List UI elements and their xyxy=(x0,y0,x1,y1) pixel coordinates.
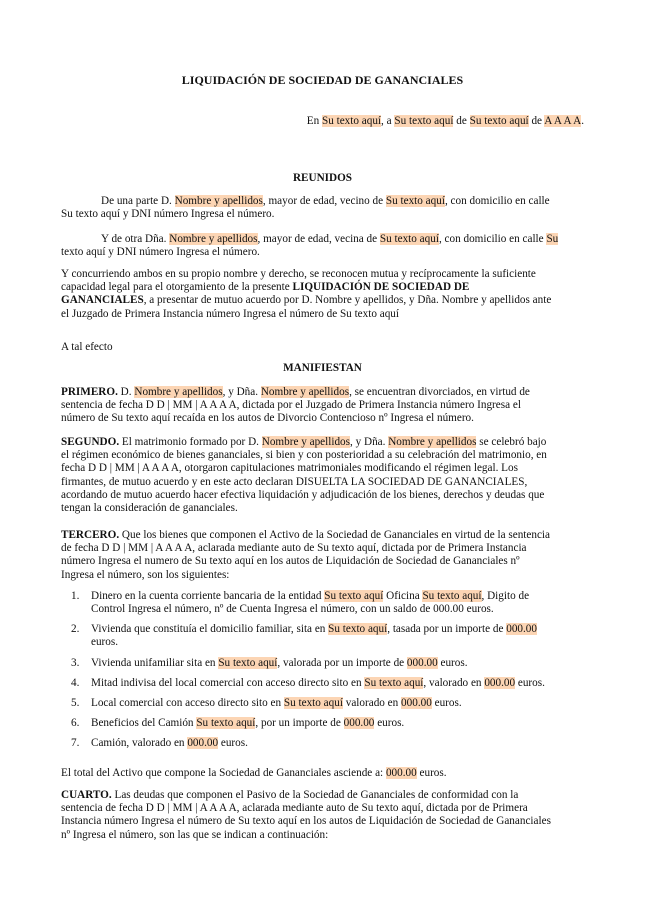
total-line: El total del Activo que compone la Sociedad de Gananciales asciende a: 000.00 euros. xyxy=(61,767,447,779)
asset3-location-field[interactable]: Su texto aquí xyxy=(218,657,278,669)
asset2-location-field[interactable]: Su texto aquí xyxy=(328,623,388,635)
asset4-location-field[interactable]: Su texto aquí xyxy=(364,677,424,689)
tal-efecto: A tal efecto xyxy=(61,341,113,353)
party2-town-field[interactable]: Su texto aquí xyxy=(379,233,439,245)
asset6-amount-field[interactable]: 000.00 xyxy=(343,717,375,729)
bank-entity-field[interactable]: Su texto aquí xyxy=(324,590,384,602)
party2-street-field[interactable]: Su xyxy=(546,233,559,245)
cuarto-paragraph: CUARTO. Las deudas que componen el Pasivo de la Sociedad de Gananciales de conformidad con la sentencia de fecha D D | MM | A A A A, aclarada mediante auto de Su texto aquí, dictada por de Primera Instancia número Ingresa el número de Su texto aquí en los autos de Liquidación de Sociedad de Gananciales nº Ingresa el número, son las que se indican a continuación: xyxy=(61,789,551,841)
segundo-paragraph: SEGUNDO. El matrimonio formado por D. Nombre y apellidos, y Dña. Nombre y apellidos se celebró bajo el régimen económico de bienes gananciales, si bien y con posterioridad a su celebración del matrimonio, en fecha D D | MM | A A A A, otorgaron capitulaciones matrimoniales modificando el régimen legal. Los firmantes, de mutuo acuerdo y en este acto declaran DISUELTA LA SOCIEDAD DE GANANCIALES, acordando de mutuo acuerdo hacer efectiva liquidación y adjudicación de los bienes, derechos y deudas que tengan la consideración de gananciales. xyxy=(61,436,547,515)
asset2-amount-field[interactable]: 000.00 xyxy=(506,623,537,635)
asset7-amount-field[interactable]: 000.00 xyxy=(187,737,219,749)
asset4-amount-field[interactable]: 000.00 xyxy=(484,677,516,689)
asset5-amount-field[interactable]: 000.00 xyxy=(401,697,432,709)
party1-name-field[interactable]: Nombre y apellidos xyxy=(174,195,263,207)
asset3-amount-field[interactable]: 000.00 xyxy=(406,657,438,669)
segundo-name1-field[interactable]: Nombre y apellidos xyxy=(261,436,350,448)
reunidos-heading: REUNIDOS xyxy=(292,172,353,184)
month-field[interactable]: Su texto aquí xyxy=(469,115,529,127)
party2-paragraph: Y de otra Dña. Nombre y apellidos, mayor de edad, vecina de Su texto aquí, con domicilio en calle Su texto aquí y DNI número Ingresa el número. xyxy=(61,233,559,259)
day-field[interactable]: Su texto aquí xyxy=(394,115,454,127)
primero-name1-field[interactable]: Nombre y apellidos xyxy=(134,386,223,398)
asset5-location-field[interactable]: Su texto aquí xyxy=(283,697,343,709)
primero-paragraph: PRIMERO. D. Nombre y apellidos, y Dña. Nombre y apellidos, se encuentran divorciados, en virtud de sentencia de fecha D D | MM | A A A A, dictada por el Juzgado de Primera Instancia número Ingresa el número de Su texto aquí recaída en los autos de Divorcio Contencioso nº Ingresa el número. xyxy=(61,386,530,425)
party1-town-field[interactable]: Su texto aquí xyxy=(385,195,445,207)
party1-paragraph: De una parte D. Nombre y apellidos, mayor de edad, vecino de Su texto aquí, con domicilio en calle Su texto aquí y DNI número Ingresa el número. xyxy=(61,195,550,221)
year-field[interactable]: A A A A xyxy=(544,115,582,127)
segundo-name2-field[interactable]: Nombre y apellidos xyxy=(388,436,477,448)
total-amount-field[interactable]: 000.00 xyxy=(385,767,417,779)
tercero-paragraph: TERCERO. Que los bienes que componen el Activo de la Sociedad de Gananciales en virtud de la sentencia de fecha D D | MM | A A A A, aclarada mediante auto de Su texto aquí, dictada por de Primera Instancia número Ingresa el numero de Su texto aquí en los autos de Liquidación de Sociedad de Gananciales nº Ingresa el número, son los siguientes: xyxy=(61,529,551,581)
primero-name2-field[interactable]: Nombre y apellidos xyxy=(260,386,350,398)
place-field[interactable]: Su texto aquí xyxy=(322,115,382,127)
concurring-paragraph: Y concurriendo ambos en su propio nombre y derecho, se reconocen mutua y recíprocamente la suficiente capacidad legal para el otorgamiento de la presente LIQUIDACIÓN DE SOCIEDAD DE GANANCIALES, a presentar de mutuo acuerdo por D. Nombre y apellidos, y Dña. Nombre y apellidos ante el Juzgado de Primera Instancia número Ingresa el número de Su texto aquí xyxy=(61,268,552,320)
manifiestan-heading: MANIFIESTAN xyxy=(283,362,362,374)
party2-name-field[interactable]: Nombre y apellidos xyxy=(169,233,258,245)
bank-office-field[interactable]: Su texto aquí xyxy=(422,590,482,602)
asset6-location-field[interactable]: Su texto aquí xyxy=(196,717,256,729)
place-date-line: En Su texto aquí, a Su texto aquí de Su texto aquí de A A A A. xyxy=(306,115,584,127)
document-title: LIQUIDACIÓN DE SOCIEDAD DE GANANCIALES xyxy=(181,73,464,87)
